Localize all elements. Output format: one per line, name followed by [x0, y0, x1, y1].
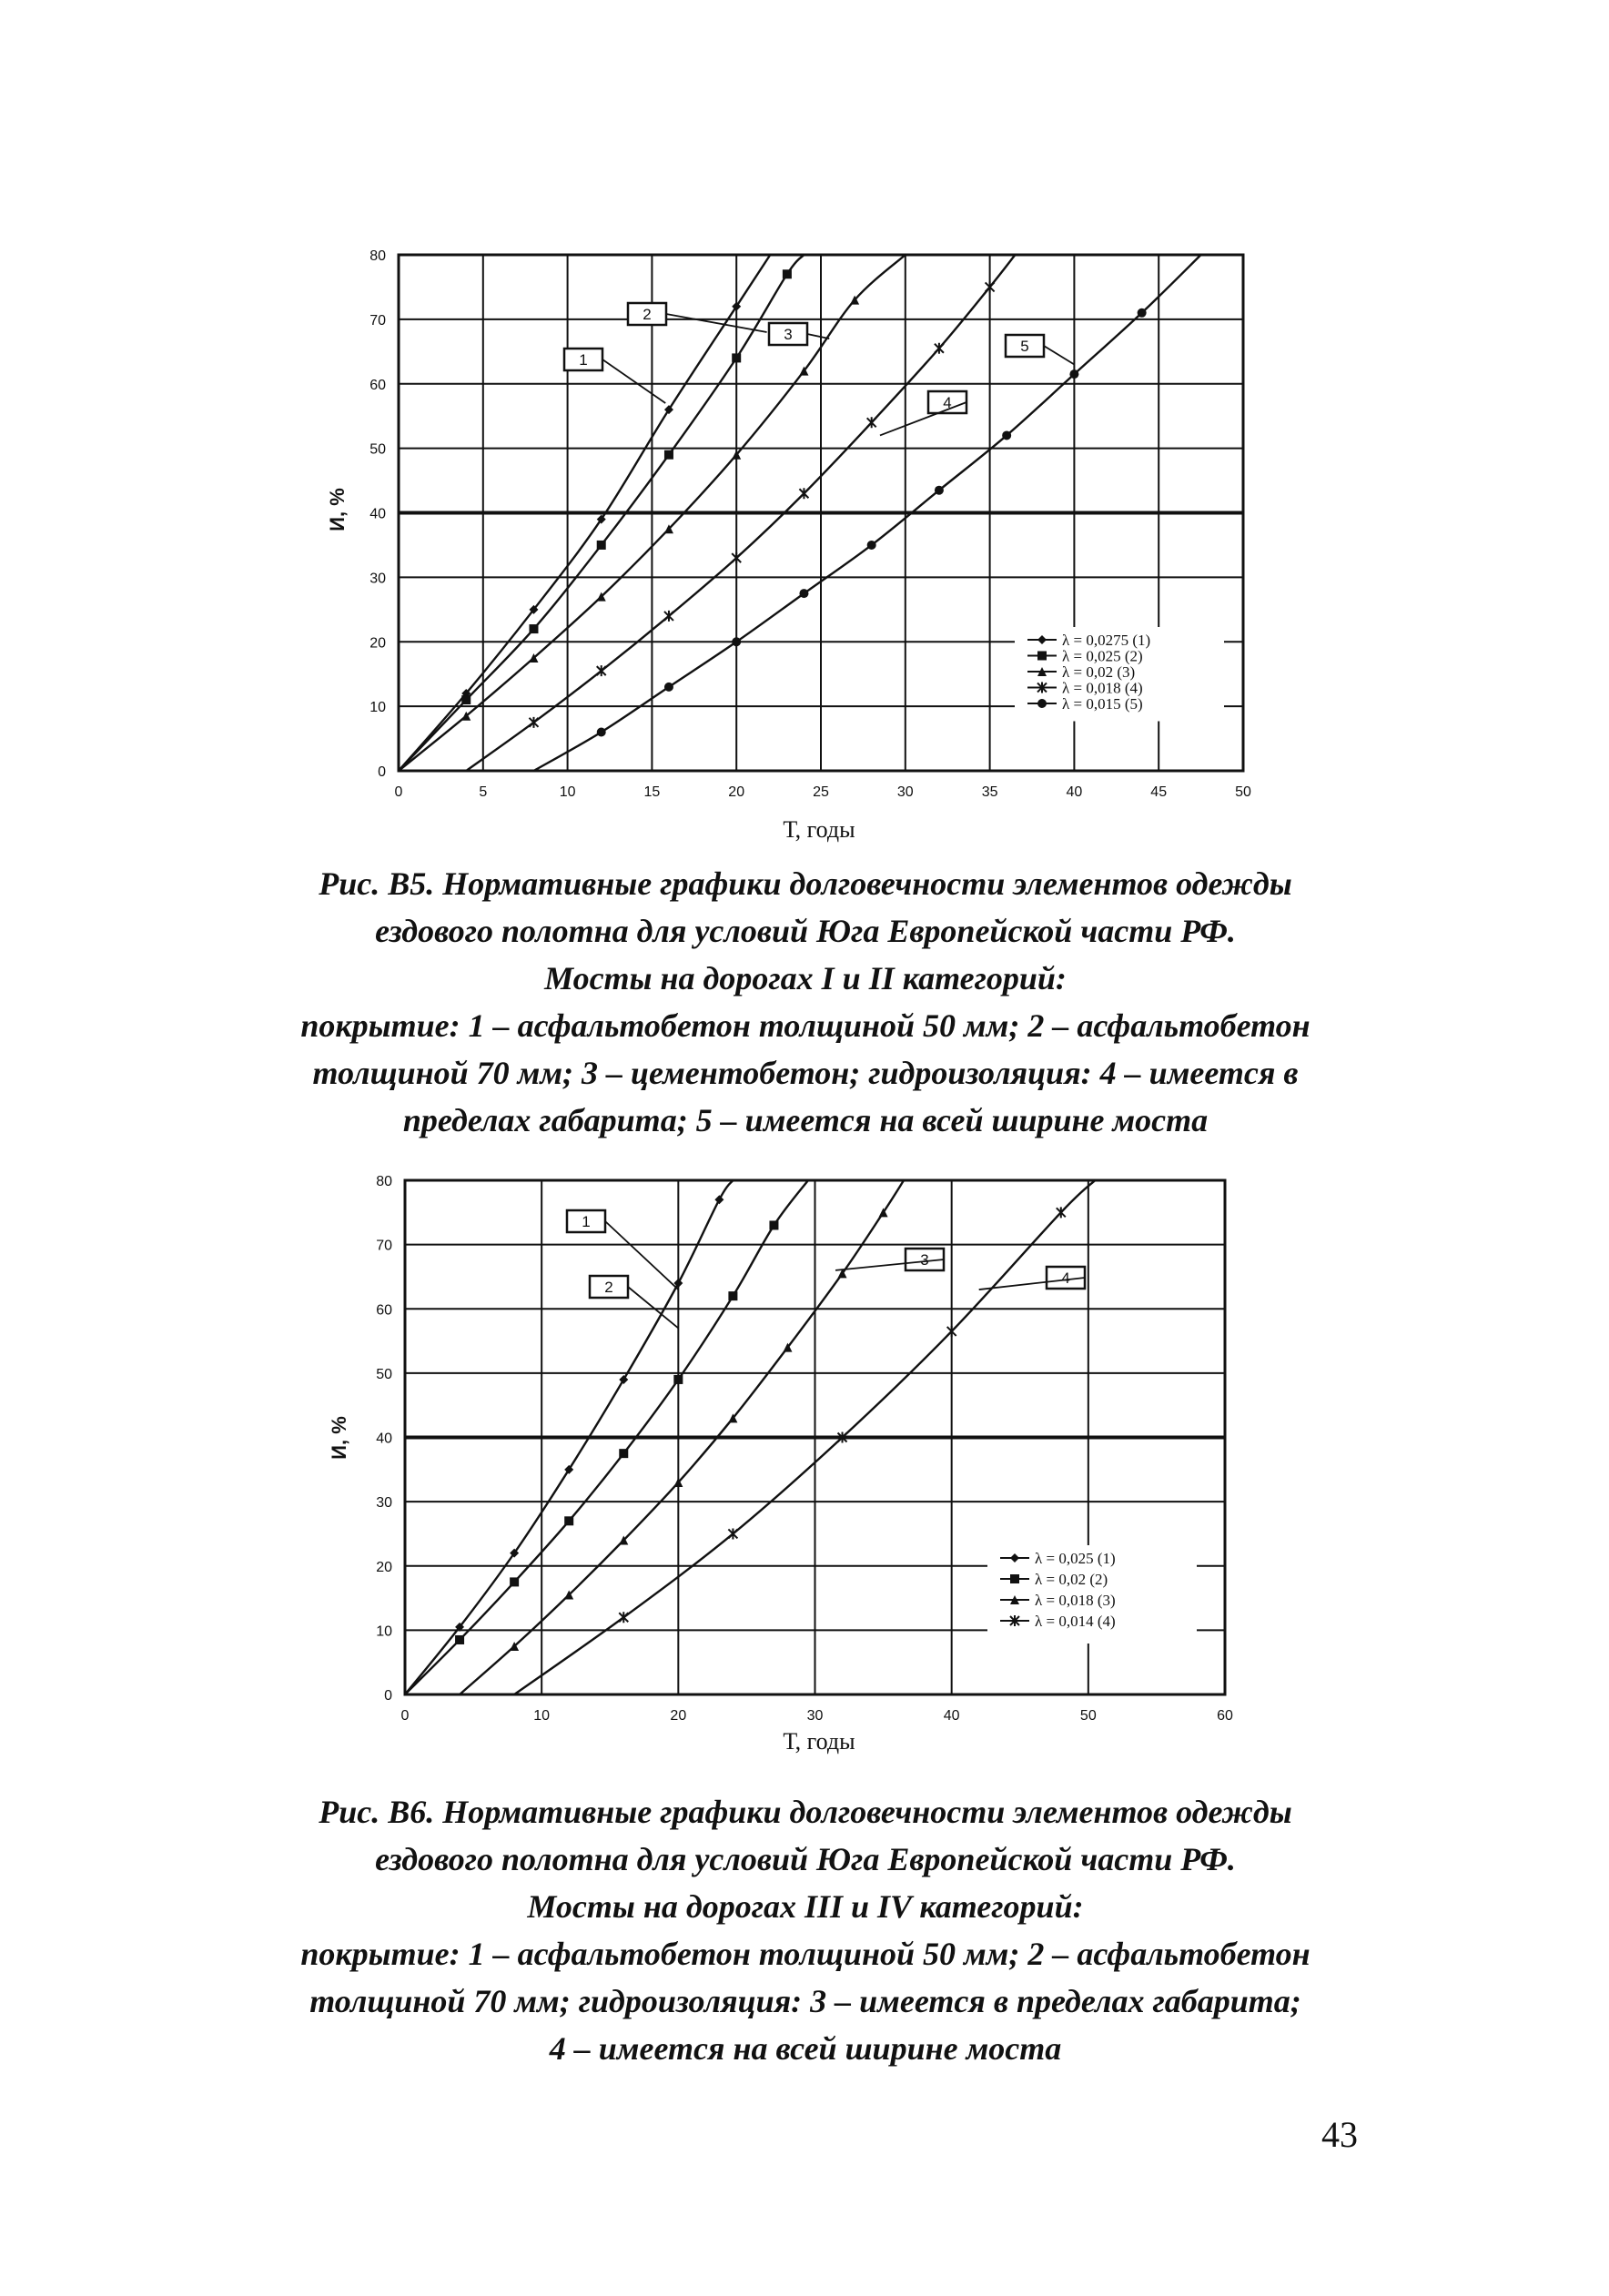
b6-callout-label: 3: [920, 1251, 929, 1269]
b5-x-tick-label: 25: [813, 784, 829, 800]
b5-y-axis-label: И, %: [326, 488, 349, 531]
caption-b5-line: толщиной 70 мм; 3 – цементобетон; гидроизоляция: 4 – имеется в: [312, 1055, 1299, 1091]
b5-callout-label: 2: [643, 306, 652, 323]
b6-x-tick-label: 60: [1217, 1708, 1233, 1724]
b5-series-4-point: [664, 611, 673, 622]
b5-x-tick-label: 0: [394, 784, 403, 800]
caption-b6-line: 4 – имеется на всей ширине моста: [549, 2030, 1062, 2067]
b5-callout-leader: [807, 334, 829, 339]
b6-series-2-point: [455, 1635, 464, 1644]
b5-legend-label: λ = 0,02 (3): [1062, 663, 1136, 681]
b5-y-tick-label: 60: [369, 377, 386, 393]
b5-y-tick-label: 20: [369, 635, 386, 652]
b5-series-5-point: [935, 486, 944, 495]
chart-b5: [0, 209, 1609, 865]
b6-callout-2: [590, 1276, 678, 1328]
caption-b5-line: ездового полотна для условий Юга Европейской части РФ.: [375, 913, 1236, 949]
b5-callout-leader: [1044, 346, 1074, 364]
b6-legend-label: λ = 0,02 (2): [1035, 1571, 1108, 1588]
b6-series-4-point: [947, 1326, 956, 1337]
b6-series-2-point: [769, 1220, 778, 1229]
b5-y-tick-label: 0: [378, 764, 386, 780]
b5-series-2-point: [732, 353, 741, 362]
b5-x-tick-label: 45: [1150, 784, 1168, 800]
b6-y-tick-label: 70: [376, 1238, 392, 1254]
b5-series-4-point: [986, 281, 995, 292]
caption-b6-line: Мосты на дорогах III и IV категорий:: [527, 1888, 1084, 1925]
caption-b5-line: покрытие: 1 – асфальтобетон толщиной 50 мм; 2 – асфальтобетон: [300, 1007, 1310, 1044]
b5-x-tick-label: 15: [643, 784, 661, 800]
b5-legend-label: λ = 0,015 (5): [1062, 695, 1143, 713]
b5-series-5-point: [664, 683, 673, 692]
caption-b6-line: Рис. В6. Нормативные графики долговечности элементов одежды: [319, 1794, 1292, 1830]
b5-x-tick-label: 50: [1235, 784, 1251, 800]
b6-series-1-point: [619, 1375, 628, 1384]
b6-x-tick-label: 30: [806, 1708, 824, 1724]
b6-x-tick-label: 10: [533, 1708, 551, 1724]
b5-callout-leader: [602, 359, 665, 403]
b5-y-tick-label: 10: [369, 700, 386, 716]
b5-series-5-point: [597, 727, 606, 736]
b5-y-tick-label: 40: [369, 506, 386, 522]
b6-legend: [987, 1545, 1197, 1644]
b5-series-4-point: [867, 417, 876, 428]
b5-series-2-point: [529, 624, 538, 633]
b5-callout-1: [564, 349, 665, 403]
b5-series-5-point: [732, 637, 741, 646]
b5-series-5-point: [1138, 308, 1147, 318]
b6-y-tick-label: 50: [376, 1366, 392, 1382]
b6-series-1-point: [714, 1195, 724, 1204]
b5-series-2-point: [461, 695, 471, 704]
b6-series-2-point: [673, 1375, 683, 1384]
b6-callout-label: 2: [604, 1279, 613, 1296]
b6-x-tick-label: 0: [400, 1708, 410, 1724]
b5-y-tick-label: 30: [369, 571, 386, 587]
b5-series-4-point: [935, 343, 944, 354]
b5-series-2-point: [664, 450, 673, 460]
b6-series-2-point: [564, 1516, 573, 1525]
b5-series-5-point: [867, 541, 876, 550]
b6-series-2-point: [510, 1577, 519, 1586]
caption-b5: [173, 860, 1438, 1144]
b5-x-tick-label: 10: [559, 784, 576, 800]
b6-y-tick-label: 60: [376, 1302, 392, 1319]
b5-series-5-point: [799, 589, 808, 598]
b5-x-tick-label: 40: [1066, 784, 1083, 800]
b6-callout-leader: [628, 1287, 678, 1328]
b6-legend-label: λ = 0,014 (4): [1035, 1613, 1116, 1630]
b5-y-tick-label: 80: [369, 248, 386, 264]
b6-series-4-point: [619, 1612, 628, 1623]
b5-legend-label: λ = 0,025 (2): [1062, 647, 1143, 665]
b6-y-tick-label: 30: [376, 1495, 392, 1512]
b5-y-tick-label: 70: [369, 312, 386, 329]
b5-series-4-point: [732, 552, 741, 563]
b5-callout-label: 4: [943, 394, 952, 411]
b5-callout-2: [628, 303, 767, 332]
b5-x-axis-label: Т, годы: [783, 816, 855, 843]
b5-legend: [1015, 627, 1224, 722]
caption-b5-line: Мосты на дорогах I и II категорий:: [544, 960, 1067, 996]
b6-y-tick-label: 10: [376, 1623, 392, 1640]
caption-b6-line: толщиной 70 мм; гидроизоляция: 3 – имеется в пределах габарита;: [309, 1983, 1301, 2019]
b6-x-tick-label: 50: [1079, 1708, 1097, 1724]
b5-x-tick-label: 35: [981, 784, 998, 800]
b6-callout-label: 1: [582, 1213, 591, 1230]
b5-callout-5: [1006, 335, 1074, 364]
b5-series-5-point: [1002, 430, 1011, 440]
b6-series-4-point: [1057, 1207, 1066, 1218]
b5-callout-label: 3: [784, 326, 793, 343]
b6-y-tick-label: 80: [376, 1174, 392, 1189]
b5-x-tick-label: 30: [896, 784, 914, 800]
caption-b6-line: ездового полотна для условий Юга Европейской части РФ.: [375, 1841, 1236, 1877]
b5-callout-label: 1: [579, 351, 588, 369]
b5-legend-label: λ = 0,018 (4): [1062, 679, 1143, 697]
b5-series-5-point: [1069, 369, 1078, 379]
b6-callout-label: 4: [1061, 1269, 1070, 1287]
b6-legend-label: λ = 0,025 (1): [1035, 1550, 1116, 1567]
b5-callout-leader: [880, 402, 966, 435]
caption-b5-line: пределах габарита; 5 – имеется на всей ширине моста: [402, 1102, 1209, 1138]
b6-series-2-point: [728, 1291, 737, 1300]
b5-y-tick-label: 50: [369, 441, 386, 458]
b6-series-4-point: [728, 1528, 737, 1539]
b5-series-4-point: [529, 717, 538, 728]
b5-legend-label: λ = 0,0275 (1): [1062, 632, 1151, 649]
b5-series-4-point: [799, 488, 808, 499]
b5-callout-label: 5: [1020, 338, 1029, 355]
b6-series-2-point: [619, 1449, 628, 1458]
b6-x-tick-label: 20: [670, 1708, 687, 1724]
b5-callout-leader: [666, 314, 767, 332]
b6-y-tick-label: 20: [376, 1559, 392, 1575]
caption-b5-line: Рис. В5. Нормативные графики долговечности элементов одежды: [319, 865, 1292, 902]
caption-b6-line: покрытие: 1 – асфальтобетон толщиной 50 мм; 2 – асфальтобетон: [300, 1936, 1310, 1972]
b6-x-tick-label: 40: [943, 1708, 960, 1724]
page-number: 43: [1321, 2114, 1358, 2155]
b5-legend-swatch-marker: [1037, 699, 1047, 708]
b5-legend-swatch-marker: [1037, 652, 1047, 661]
b6-x-axis-label: Т, годы: [783, 1728, 855, 1755]
b6-legend-swatch-marker: [1010, 1574, 1019, 1583]
b6-y-tick-label: 0: [384, 1688, 392, 1704]
b5-x-tick-label: 20: [728, 784, 745, 800]
b6-y-tick-label: 40: [376, 1431, 392, 1447]
caption-b6: [173, 1788, 1438, 2072]
chart-b6: [0, 1147, 1609, 1765]
b6-y-axis-label: И, %: [328, 1416, 350, 1460]
b5-series-2-point: [597, 541, 606, 550]
b6-legend-label: λ = 0,018 (3): [1035, 1592, 1116, 1609]
b5-series-2-point: [783, 269, 792, 278]
b5-x-tick-label: 5: [479, 784, 488, 800]
b5-series-4-point: [597, 665, 606, 676]
